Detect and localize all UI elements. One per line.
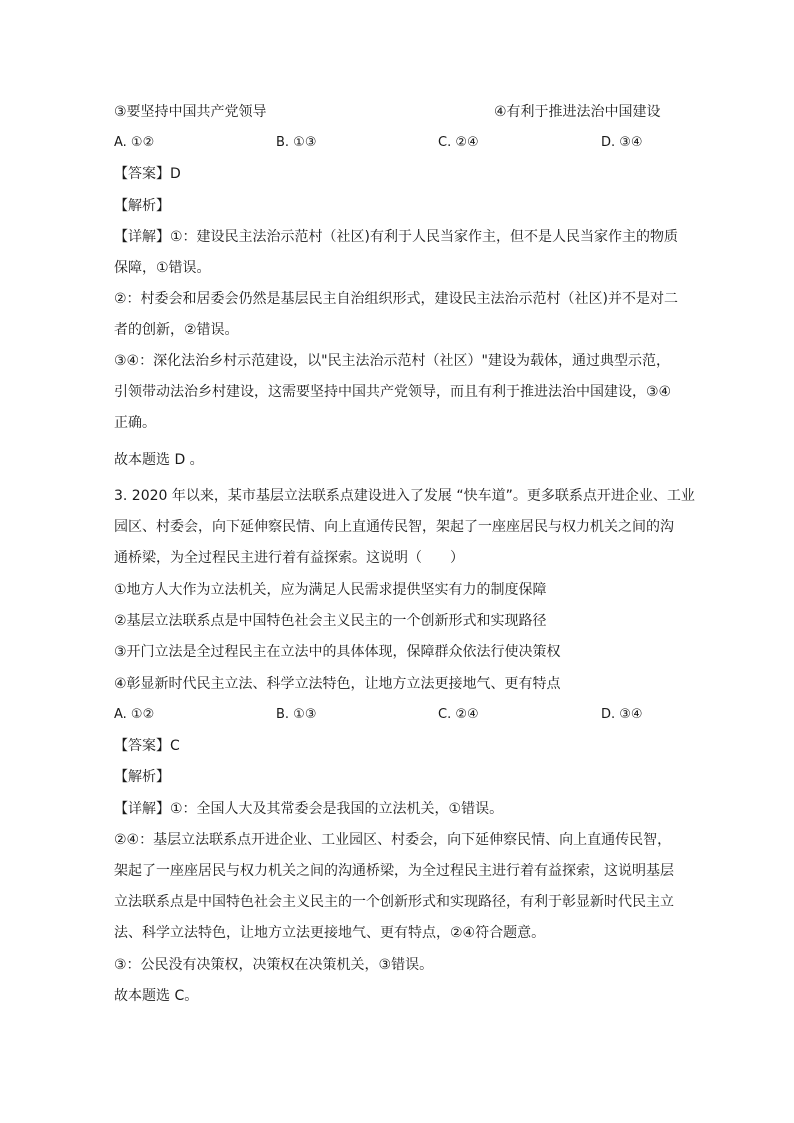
q3-conclusion: 故本题选 C。 — [114, 988, 199, 1004]
q3-analysis-line: 法、科学立法特色，让地方立法更接地气、更有特点，②④符合题意。 — [114, 925, 546, 941]
q2-choice-a: A. ①② — [114, 135, 155, 150]
q2-answer: 【答案】D — [114, 166, 181, 182]
q3-choices — [114, 705, 674, 725]
q3-choice-c: C. ②④ — [438, 707, 479, 722]
q2-analysis-line: 者的创新，②错误。 — [114, 322, 239, 338]
q2-analysis-line: 引领带动法治乡村建设，这需要坚持中国共产党领导，而且有利于推进法治中国建设，③④ — [114, 384, 672, 400]
q2-analysis-line: ②：村委会和居委会仍然是基层民主自治组织形式，建设民主法治示范村（社区)并不是对二 — [114, 291, 679, 307]
q3-analysis-line: ②④：基层立法联系点开进企业、工业园区、村委会，向下延伸察民情、向上直通传民智， — [114, 832, 672, 848]
q2-analysis-line: 【详解】①：建设民主法治示范村（社区)有利于人民当家作主，但不是人民当家作主的物质 — [114, 229, 679, 245]
q3-stem-line: 通桥梁，为全过程民主进行着有益探索。这说明（ ） — [114, 550, 464, 566]
q2-conclusion: 故本题选 D 。 — [114, 452, 204, 468]
q3-answer: 【答案】C — [114, 738, 180, 754]
q3-stem-line: 园区、村委会，向下延伸察民情、向上直通传民智，架起了一座座居民与权力机关之间的沟 — [114, 519, 674, 535]
q2-analysis-heading: 【解析】 — [114, 198, 170, 214]
q3-option-3: ③开门立法是全过程民主在立法中的具体体现，保障群众依法行使决策权 — [114, 644, 561, 660]
q3-choice-b: B. ①③ — [276, 707, 317, 722]
q3-analysis-line: 【详解】①：全国人大及其常委会是我国的立法机关，①错误。 — [114, 801, 504, 817]
q3-choice-d: D. ③④ — [601, 707, 643, 722]
q3-option-4: ④彰显新时代民主立法、科学立法特色，让地方立法更接地气、更有特点 — [114, 676, 561, 692]
q3-analysis-heading: 【解析】 — [114, 769, 170, 785]
q2-choices — [114, 133, 674, 153]
q2-choice-d: D. ③④ — [601, 135, 643, 150]
q3-analysis-line: ③：公民没有决策权，决策权在决策机关，③错误。 — [114, 957, 434, 973]
q3-choice-a: A. ①② — [114, 707, 155, 722]
q2-option-row — [114, 102, 661, 122]
q2-choice-b: B. ①③ — [276, 135, 317, 150]
q2-analysis-line: ③④：深化法治乡村示范建设，以"民主法治示范村（社区）"建设为载体，通过典型示范， — [114, 353, 670, 369]
q3-option-2: ②基层立法联系点是中国特色社会主义民主的一个创新形式和实现路径 — [114, 613, 547, 629]
q3-stem-line: 3. 2020 年以来，某市基层立法联系点建设进入了发展 “快车道”。更多联系点开进企业、工业 — [114, 488, 695, 504]
q2-analysis-line: 正确。 — [114, 415, 156, 431]
q2-option-4: ④有利于推进法治中国建设 — [494, 104, 661, 120]
q2-analysis-line: 保障，①错误。 — [114, 260, 211, 276]
q3-analysis-line: 架起了一座座居民与权力机关之间的沟通桥梁，为全过程民主进行着有益探索，这说明基层 — [114, 863, 674, 879]
q3-analysis-line: 立法联系点是中国特色社会主义民主的一个创新形式和实现路径，有利于彰显新时代民主立 — [114, 894, 674, 910]
q2-choice-c: C. ②④ — [438, 135, 479, 150]
q3-option-1: ①地方人大作为立法机关，应为满足人民需求提供坚实有力的制度保障 — [114, 582, 547, 598]
q2-option-3: ③要坚持中国共产党领导 — [114, 104, 267, 120]
